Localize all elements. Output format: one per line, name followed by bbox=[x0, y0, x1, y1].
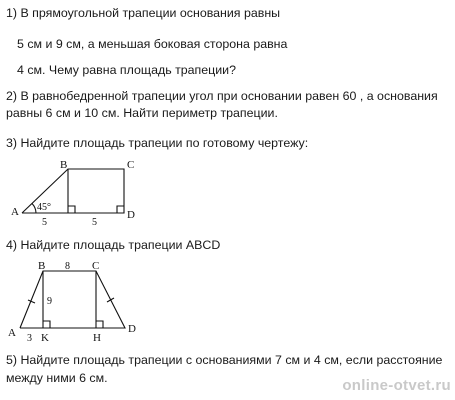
fig4-vertex-c: C bbox=[92, 260, 100, 272]
problem-1-line-2: 5 см и 9 см, а меньшая боковая сторона равна bbox=[17, 37, 288, 51]
fig4-segment-ak: 3 bbox=[27, 333, 32, 344]
fig4-vertex-b: B bbox=[38, 260, 46, 272]
problem-4-line-1: 4) Найдите площадь трапеции ABCD bbox=[6, 238, 221, 252]
fig3-vertex-a: A bbox=[11, 206, 19, 218]
problem-1-line-1: 1) В прямоугольной трапеции основания равны bbox=[6, 6, 281, 20]
problem-2-line-2: равны 6 см и 10 см. Найти периметр трапеции. bbox=[6, 106, 278, 120]
fig3-vertex-d: D bbox=[127, 209, 135, 221]
fig4-top-base: 8 bbox=[65, 261, 70, 272]
figure-4-trapezoid bbox=[0, 256, 150, 346]
fig3-vertex-c: C bbox=[127, 159, 135, 171]
problem-2-line-1: 2) В равнобедренной трапеции угол при основании равен 60 , а основания bbox=[6, 89, 438, 103]
fig3-angle-label: 45° bbox=[37, 202, 51, 213]
problem-5-line-1: 5) Найдите площадь трапеции с основаниями 7 см и 4 см, если расстояние bbox=[6, 353, 443, 367]
fig4-vertex-a: A bbox=[8, 327, 16, 339]
fig3-vertex-b: B bbox=[60, 159, 68, 171]
fig3-segment-left: 5 bbox=[42, 217, 47, 228]
fig4-point-h: H bbox=[93, 332, 101, 344]
fig4-vertex-d: D bbox=[128, 323, 136, 335]
fig3-segment-right: 5 bbox=[92, 217, 97, 228]
problem-1-line-3: 4 см. Чему равна площадь трапеции? bbox=[17, 63, 236, 77]
fig4-point-k: K bbox=[41, 332, 49, 344]
fig4-height: 9 bbox=[47, 296, 52, 307]
problem-5-line-2: между ними 6 см. bbox=[6, 371, 108, 385]
problem-3-line-1: 3) Найдите площадь трапеции по готовому чертежу: bbox=[6, 136, 309, 150]
figure-3-trapezoid bbox=[0, 155, 150, 230]
watermark: online-otvet.ru bbox=[342, 377, 451, 394]
